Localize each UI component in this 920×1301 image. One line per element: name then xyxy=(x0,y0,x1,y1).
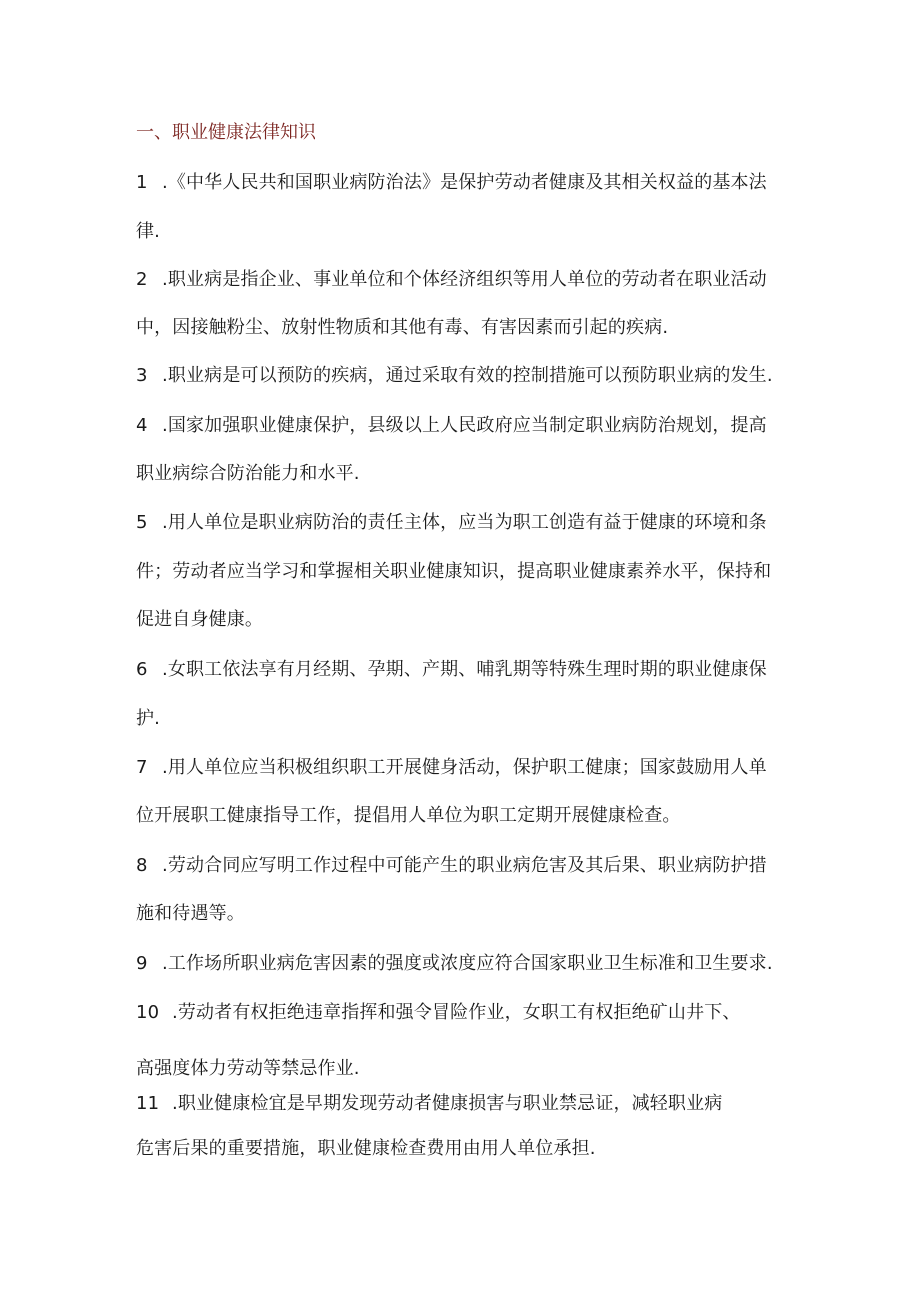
item-number: 5 xyxy=(136,512,148,533)
item-text: .劳动者有权拒绝违章指挥和强令冒险作业，女职工有权拒绝矿山井下、 xyxy=(172,1002,741,1023)
item-text: .职业病是指企业、事业单位和个体经济组织等用人单位的劳动者在职业活动 xyxy=(162,269,767,290)
item-11-line-2: 危害后果的重要措施，职业健康检查费用由用人单位承担. xyxy=(136,1138,596,1159)
item-7-line-2: 位开展职工健康指导工作，提倡用人单位为职工定期开展健康检查。 xyxy=(136,805,681,826)
item-5-line-2: 件；劳动者应当学习和掌握相关职业健康知识，提高职业健康素养水平，保持和 xyxy=(136,561,772,582)
item-number: 3 xyxy=(136,365,148,386)
item-text: .劳动合同应写明工作过程中可能产生的职业病危害及其后果、职业病防护措 xyxy=(162,855,767,876)
item-text: .职业病是可以预防的疾病，通过采取有效的控制措施可以预防职业病的发生. xyxy=(162,365,773,386)
item-text: .女职工依法享有月经期、孕期、产期、哺乳期等特殊生理时期的职业健康保 xyxy=(162,659,767,680)
item-number: 7 xyxy=(136,757,148,778)
item-number: 8 xyxy=(136,855,148,876)
item-3-line-1 xyxy=(136,361,773,391)
item-6-line-1 xyxy=(136,655,767,685)
item-2-line-1 xyxy=(136,265,767,295)
item-6-line-2: 护. xyxy=(136,708,161,729)
item-2-line-2: 中，因接触粉尘、放射性物质和其他有毒、有害因素而引起的疾病. xyxy=(136,317,669,338)
item-number: 6 xyxy=(136,659,148,680)
item-1-line-2: 律. xyxy=(136,221,161,242)
item-number: 1 xyxy=(136,172,148,193)
item-4-line-2: 职业病综合防治能力和水平. xyxy=(136,463,360,484)
item-number: 10 xyxy=(136,1002,160,1023)
item-10-line-2: 高强度体力劳动等禁忌作业. xyxy=(136,1058,360,1079)
item-text: .工作场所职业病危害因素的强度或浓度应符合国家职业卫生标准和卫生要求. xyxy=(162,953,773,974)
item-text: .国家加强职业健康保护，县级以上人民政府应当制定职业病防治规划，提高 xyxy=(162,415,767,436)
item-number: 2 xyxy=(136,269,148,290)
item-8-line-2: 施和待遇等。 xyxy=(136,903,245,924)
item-number: 11 xyxy=(136,1093,160,1114)
section-heading: 一、职业健康法律知识 xyxy=(136,122,316,143)
item-text: .用人单位应当积极组织职工开展健身活动，保护职工健康；国家鼓励用人单 xyxy=(162,757,767,778)
item-text: .用人单位是职业病防治的责任主体，应当为职工创造有益于健康的环境和条 xyxy=(162,512,767,533)
item-11-line-1 xyxy=(136,1089,722,1119)
item-4-line-1 xyxy=(136,411,767,441)
item-7-line-1 xyxy=(136,753,767,783)
item-9-line-1 xyxy=(136,949,773,979)
item-number: 4 xyxy=(136,415,148,436)
item-5-line-3: 促进自身健康。 xyxy=(136,609,264,630)
item-10-line-1 xyxy=(136,998,741,1028)
item-number: 9 xyxy=(136,953,148,974)
item-8-line-1 xyxy=(136,851,767,881)
item-text: .职业健康检宜是早期发现劳动者健康损害与职业禁忌证，减轻职业病 xyxy=(172,1093,723,1114)
item-1-line-1 xyxy=(136,168,767,198)
item-text: .《中华人民共和国职业病防治法》是保护劳动者健康及其相关权益的基本法 xyxy=(162,172,767,193)
item-5-line-1 xyxy=(136,508,767,538)
